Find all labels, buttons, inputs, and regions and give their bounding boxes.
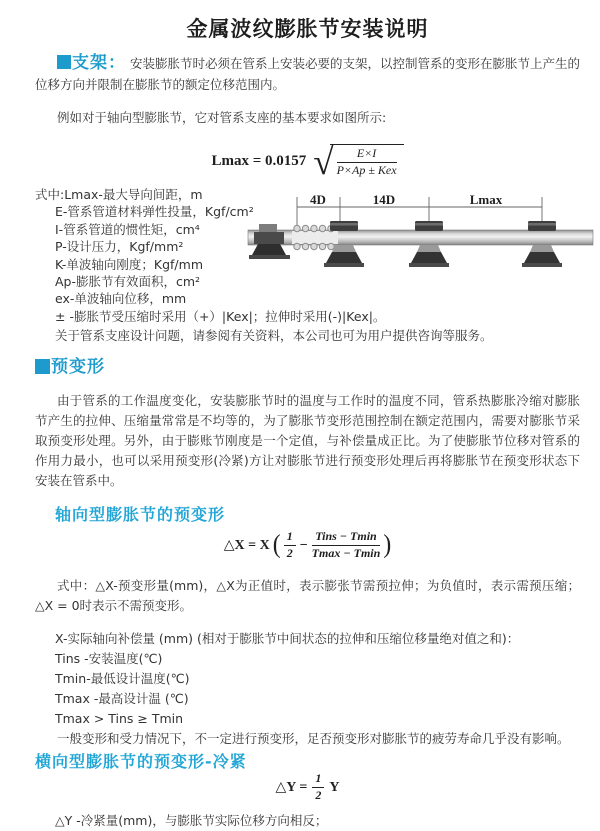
axial-definitions <box>35 629 580 729</box>
definition-item: P-设计压力，Kgf/mm² <box>55 239 184 255</box>
section-heading-predeform <box>35 355 580 379</box>
x-definition: X-实际轴向补偿量 (mm) (相对于膨胀节中间状态的拉伸和压缩位移量绝对值之和)： <box>55 630 520 646</box>
formula-delta-y <box>35 773 580 803</box>
support-intro-paragraph <box>35 53 580 95</box>
temp-definition: Tins -安装温度(℃) <box>55 650 163 666</box>
definition-item: E-管系管道材料弹性投量，Kgf/cm² <box>55 204 254 220</box>
support-intro-text: 安装膨胀节时必须在管系上安装必要的支架，以控制管系的变形在膨胀节上产生的位移方向并限制在膨胀节的额定位移范围内。 <box>35 56 580 92</box>
predeform-heading-text: 预变形 <box>51 356 105 377</box>
formula-dy-lhs: △Y = <box>275 780 308 796</box>
definition-item: K-单波轴向刚度；Kgf/mm <box>55 256 203 272</box>
axial-note-text: 一般变形和受力情况下，不一定进行预变形，足否预变形对膨胀节的疲劳寿命几乎没有影响。 <box>57 730 570 746</box>
pipe-support-diagram <box>246 190 596 295</box>
formula-dy-rhs: Y <box>329 779 340 795</box>
temp-inequality: Tmax > Tins ≥ Tmin <box>55 710 184 726</box>
dim-label-4d: 4D <box>310 192 326 207</box>
anchor-support <box>249 224 290 259</box>
blue-square-icon <box>57 55 71 69</box>
formula-dy-den: 2 <box>315 788 322 803</box>
formula-lmax <box>35 140 580 182</box>
formula-lmax-numerator: E×I <box>337 147 397 163</box>
predeform-paragraph: 由于管系的工作温度变化，安装膨胀节时的温度与工作时的温度不同，管系热膨胀冷缩对膨胀节产生的拉伸、压缩量常常是不均等的，为了膨胀节变形范围控制在额定范围内，需要对膨胀节采取预变形处理。另外，由于膨账节刚度是一个定值，与补偿量成正比。为了使膨胀节位移对管系的作用力最小，也可以采用预变形(冷紧)方让对膨胀节进行预变形处理后再将膨胀节在预变形状态下安装在管系中。 <box>35 393 580 489</box>
formula-delta-x <box>35 528 580 564</box>
dim-label-lmax: Lmax <box>469 192 503 207</box>
formula-lmax-denominator: P×Ap ± Kex <box>336 163 397 177</box>
axial-explain-text: 式中：△X-预变形量(mm)，△X为正值时，表示膨张节需预拉伸；为负值时，表示需预压缩；△X = 0时表示不需预变形。 <box>35 578 580 614</box>
definition-item: I-管系管道的惯性矩，cm⁴ <box>55 221 200 237</box>
page-title: 金属波纹膨胀节安装说明 <box>186 17 429 41</box>
definition-item: Ap-膨胀节有效面积，cm² <box>55 274 201 290</box>
definition-item: ex-单波轴向位移，mm <box>55 291 187 307</box>
formula-dx-half-den: 2 <box>286 546 293 561</box>
definition-item: ± -膨胀节受压缩时采用（+）|Kex|；拉伸时采用(-)|Kex|。 <box>55 308 386 324</box>
formula-dx-half-num: 1 <box>284 530 296 546</box>
formula-dx-lhs: △X = X <box>223 538 270 554</box>
lateral-definition-text: △Y -冷紧量(mm)，与膨胀节实际位移方向相反； <box>55 812 328 828</box>
formula-lmax-lhs: Lmax = 0.0157 <box>211 152 307 169</box>
formula-dx-temp-num: Tins − Tmin <box>312 530 381 546</box>
definition-lead: 式中:Lmax-最大导向间距，m <box>35 187 203 202</box>
open-paren: ( <box>272 530 281 560</box>
support-note: 关于管系支座设计问题，请参阅有关资料，本公司也可为用户提供咨询等服务。 <box>55 328 493 344</box>
temp-definition: Tmin-最低设计温度(℃) <box>55 670 190 686</box>
minus-sign: − <box>299 537 308 553</box>
formula-dx-temp-den: Tmax − Tmin <box>311 546 381 561</box>
lateral-subheading: 横向型膨胀节的预变形-冷紧 <box>35 751 247 771</box>
temp-definition: Tmax -最高设计温 (℃) <box>55 690 189 706</box>
close-paren: ) <box>383 530 392 560</box>
axial-subheading: 轴向型膨胀节的预变形 <box>55 504 226 524</box>
dim-label-14d: 14D <box>372 192 396 207</box>
blue-square-icon <box>35 359 50 374</box>
square-root <box>313 142 403 183</box>
formula-dy-num: 1 <box>312 772 324 788</box>
support-section-label: 支架： <box>72 53 126 73</box>
support-example-text: 例如对于轴向型膨胀节，它对管系支座的基本要求如图所示: <box>57 109 387 125</box>
sqrt-sign-icon: √ <box>313 142 334 183</box>
